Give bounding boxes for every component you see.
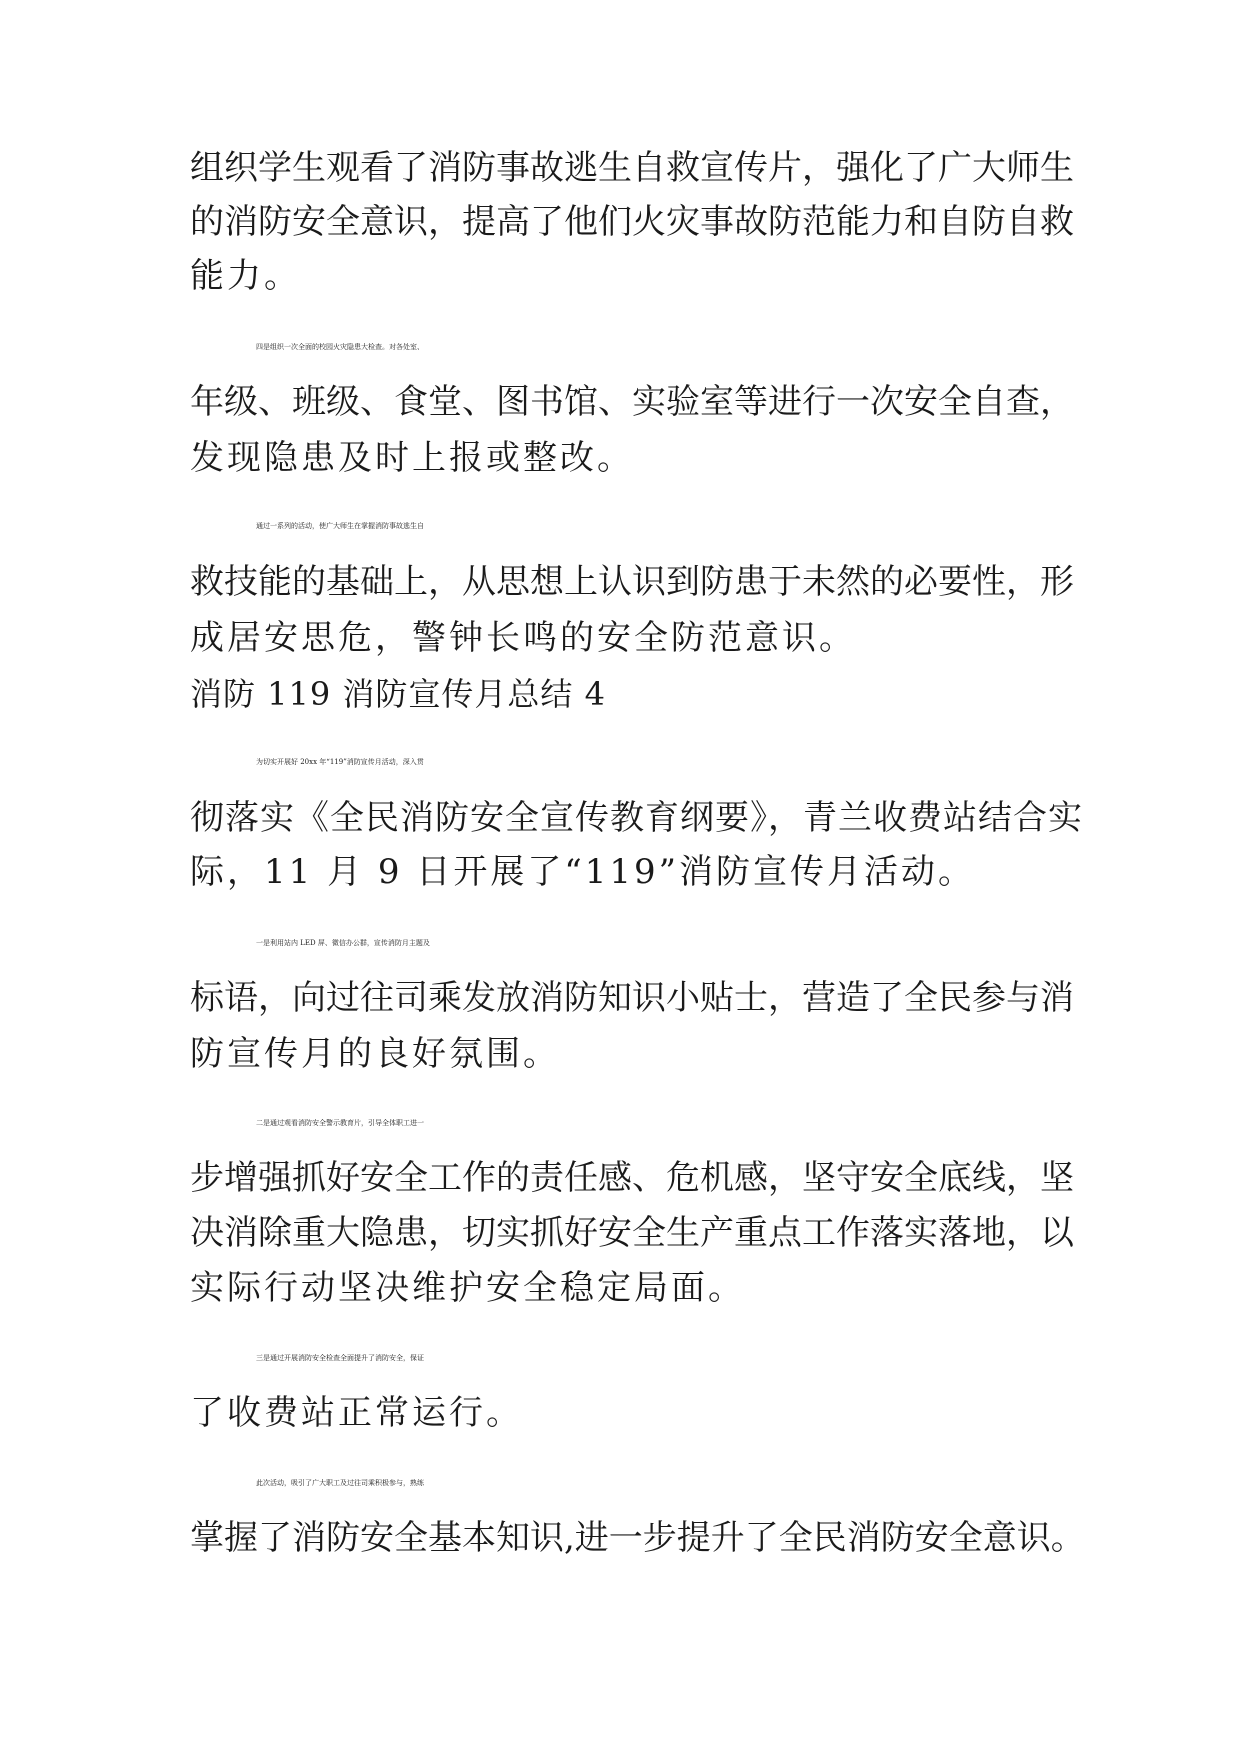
paragraph-4-line-3: 际，11 月 9 日开展了“119”消防宣传月活动。 xyxy=(190,852,975,892)
paragraph-2-line-3: 发现隐患及时上报或整改。 xyxy=(190,438,634,478)
paragraph-7-line-2: 了收费站正常运行。 xyxy=(190,1393,523,1433)
paragraph-4-line-2: 彻落实《全民消防安全宣传教育纲要》，青兰收费站结合实 xyxy=(190,798,1083,838)
paragraph-6-line-3: 决消除重大隐患，切实抓好安全生产重点工作落实落地，以 xyxy=(190,1213,1074,1253)
paragraph-3-line-2: 救技能的基础上，从思想上认识到防患于未然的必要性，形 xyxy=(190,562,1074,602)
paragraph-1-line-1: 组织学生观看了消防事故逃生自救宣传片，强化了广大师生 xyxy=(190,148,1074,188)
paragraph-2-line-2: 年级、班级、食堂、图书馆、实验室等进行一次安全自查， xyxy=(190,382,1074,422)
paragraph-1-line-2: 的消防安全意识，提高了他们火灾事故防范能力和自防自救 xyxy=(190,202,1074,242)
paragraph-3-line-1: 通过一系列的活动，使广大师生在掌握消防事故逃生自 xyxy=(256,522,424,530)
paragraph-6-line-1: 二是通过观看消防安全警示教育片，引导全体职工进一 xyxy=(256,1119,424,1127)
paragraph-5-line-2: 标语，向过往司乘发放消防知识小贴士，营造了全民参与消 xyxy=(190,978,1074,1018)
paragraph-5-line-3: 防宣传月的良好氛围。 xyxy=(190,1034,560,1074)
paragraph-4-line-1: 为切实开展好 20xx 年“119”消防宣传月活动，深入贯 xyxy=(256,758,424,766)
paragraph-8-line-2: 掌握了消防安全基本知识,进一步提升了全民消防安全意识。 xyxy=(190,1518,1085,1558)
paragraph-6-line-2: 步增强抓好安全工作的责任感、危机感，坚守安全底线，坚 xyxy=(190,1158,1074,1198)
paragraph-3-line-3: 成居安思危，警钟长鸣的安全防范意识。 xyxy=(190,618,856,658)
paragraph-5-line-1: 一是利用站内 LED 屏、微信办公群，宣传消防月主题及 xyxy=(256,939,430,947)
paragraph-6-line-4: 实际行动坚决维护安全稳定局面。 xyxy=(190,1268,745,1308)
paragraph-1-line-3: 能力。 xyxy=(190,256,301,296)
paragraph-8-line-1: 此次活动，吸引了广大职工及过往司乘积极参与，熟练 xyxy=(256,1479,424,1487)
paragraph-2-line-1: 四是组织一次全面的校园火灾隐患大检查。对各处室、 xyxy=(256,343,424,351)
section-title: 消防 119 消防宣传月总结 4 xyxy=(190,675,606,713)
paragraph-7-line-1: 三是通过开展消防安全检查全面提升了消防安全，保证 xyxy=(256,1354,424,1362)
